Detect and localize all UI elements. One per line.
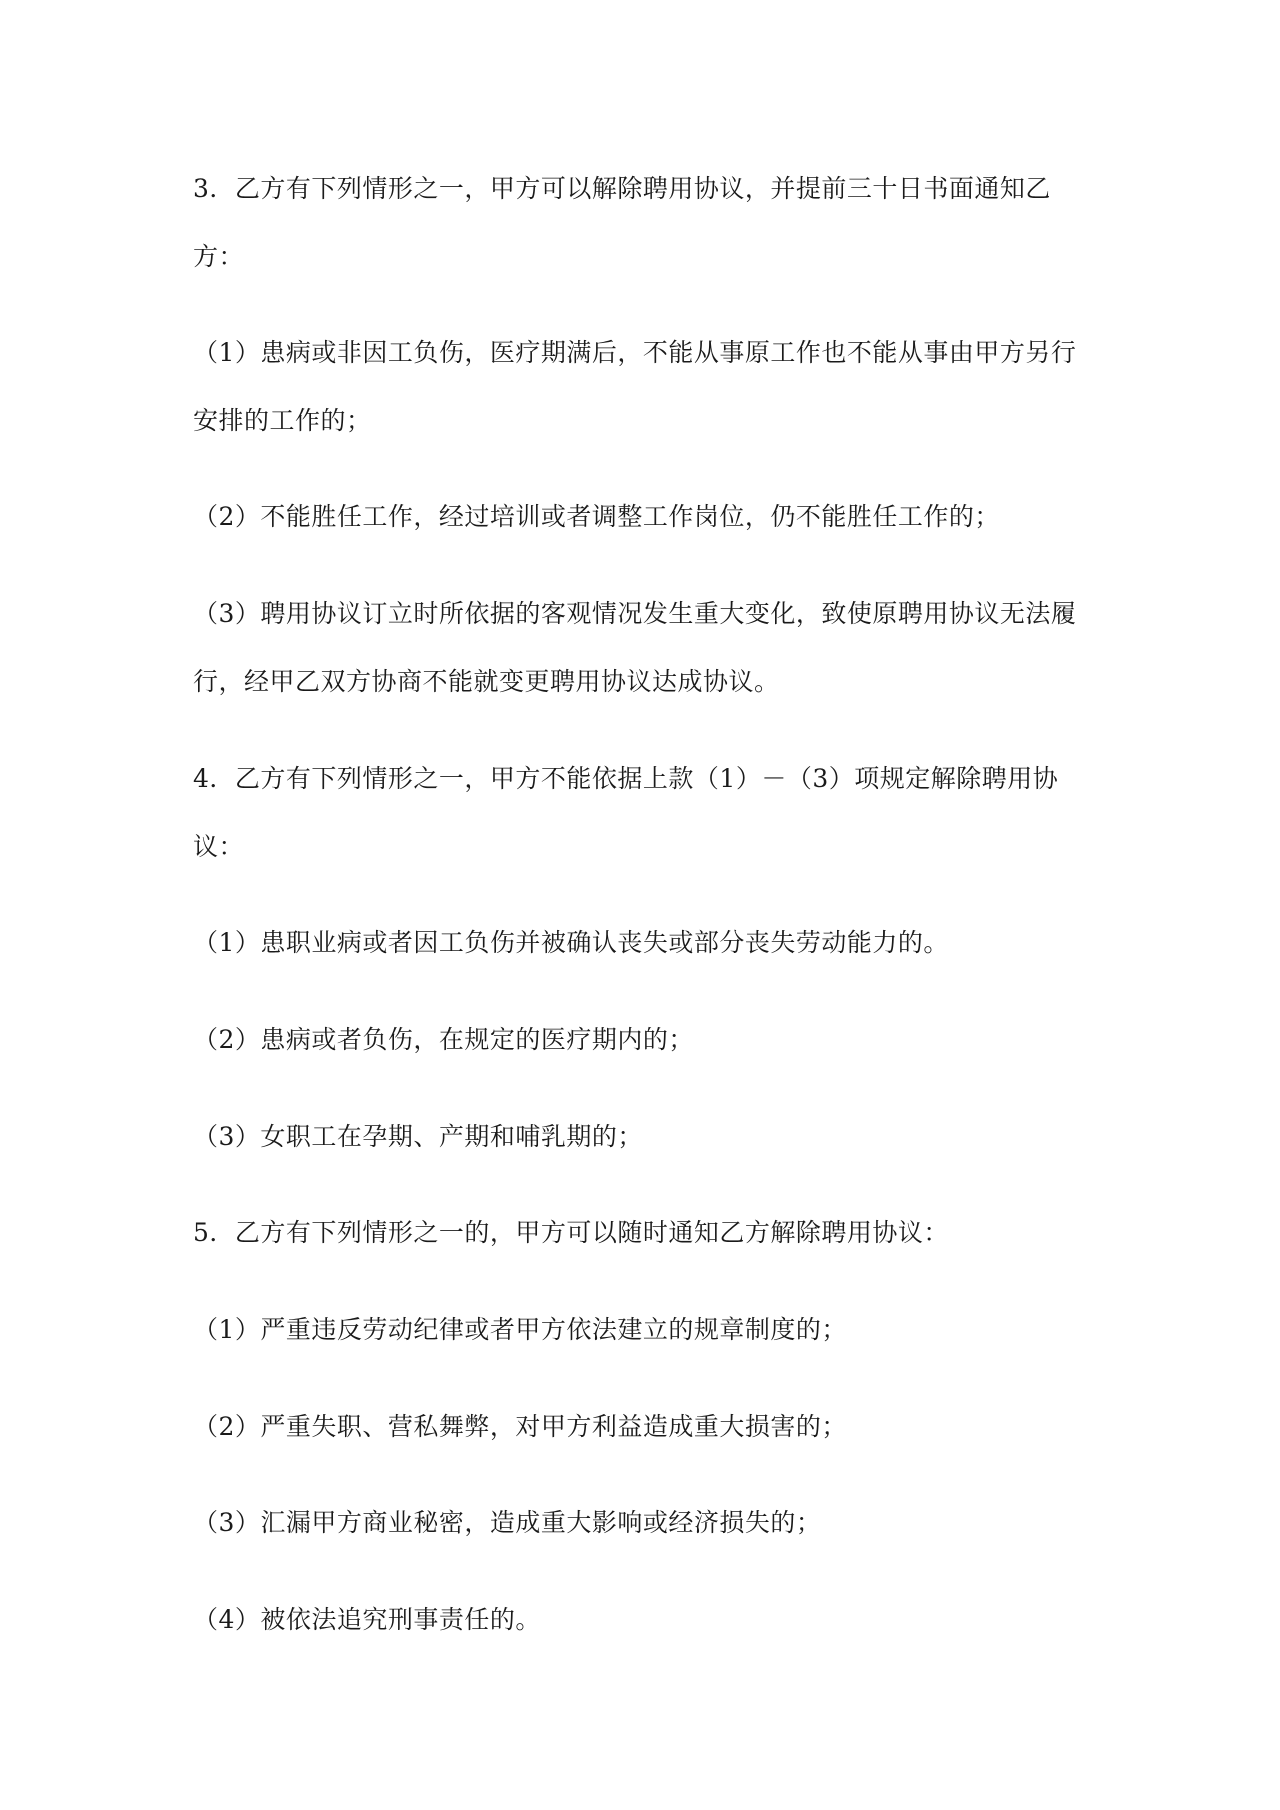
clause-5-item-1: （1）严重违反劳动纪律或者甲方依法建立的规章制度的； (193, 1315, 847, 1344)
clause-5-item-2: （2）严重失职、营私舞弊，对甲方利益造成重大损害的； (193, 1412, 847, 1441)
clause-3-item-3-line-1: （3）聘用协议订立时所依据的客观情况发生重大变化，致使原聘用协议无法履 (193, 599, 1077, 628)
clause-4-line-2: 议： (193, 832, 245, 861)
clause-3-item-3-line-2: 行，经甲乙双方协商不能就变更聘用协议达成协议。 (193, 667, 780, 696)
clause-3-line-2: 方： (193, 242, 245, 271)
clause-4-item-1: （1）患职业病或者因工负伤并被确认丧失或部分丧失劳动能力的。 (193, 928, 949, 957)
clause-5-item-3: （3）汇漏甲方商业秘密，造成重大影响或经济损失的； (193, 1508, 822, 1537)
clause-4-item-3: （3）女职工在孕期、产期和哺乳期的； (193, 1122, 643, 1151)
clause-3-line-1: 3．乙方有下列情形之一，甲方可以解除聘用协议，并提前三十日书面通知乙 (193, 174, 1051, 203)
clause-5-item-4: （4）被依法追究刑事责任的。 (193, 1605, 541, 1634)
clause-4-line-1: 4．乙方有下列情形之一，甲方不能依据上款（1）－（3）项规定解除聘用协 (193, 764, 1059, 793)
clause-3-item-1-line-2: 安排的工作的； (193, 406, 372, 435)
clause-3-item-2: （2）不能胜任工作，经过培训或者调整工作岗位，仍不能胜任工作的； (193, 502, 1000, 531)
clause-3-item-1-line-1: （1）患病或非因工负伤，医疗期满后，不能从事原工作也不能从事由甲方另行 (193, 338, 1077, 367)
clause-4-item-2: （2）患病或者负伤，在规定的医疗期内的； (193, 1025, 694, 1054)
clause-5-line-1: 5．乙方有下列情形之一的，甲方可以随时通知乙方解除聘用协议： (193, 1218, 949, 1247)
